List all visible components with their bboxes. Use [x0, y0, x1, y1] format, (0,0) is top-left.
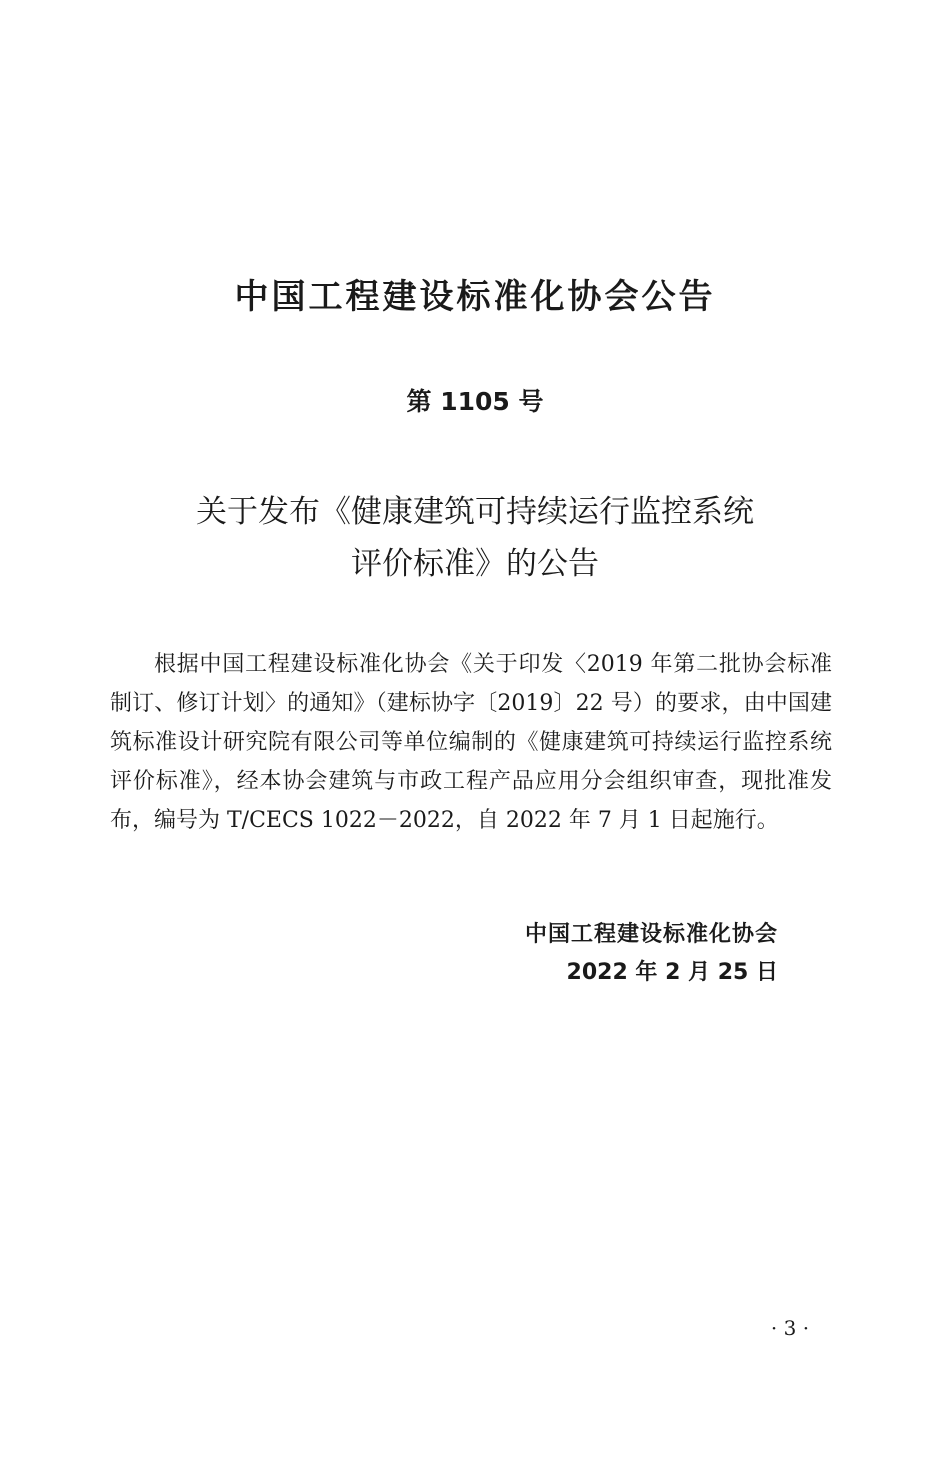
notice-title-line-2: 评价标准》的公告	[351, 546, 599, 582]
issuer-name: 中国工程建设标准化协会	[524, 922, 778, 947]
page-number: · 3 ·	[770, 1316, 810, 1340]
notice-title-line-1: 关于发布《健康建筑可持续运行监控系统	[196, 494, 754, 530]
notice-title	[0, 486, 950, 590]
issue-date: 2022 年 2 月 25 日	[566, 960, 778, 985]
signature-block	[525, 916, 778, 992]
notice-body-paragraph: 根据中国工程建设标准化协会《关于印发〈2019 年第二批协会标准制订、修订计划〉的通知》（建标协字〔2019〕22 号）的要求，由中国建筑标准设计研究院有限公司等单位编制的《健康建筑可持续运行监控系统评价标准》，经本协会建筑与市政工程产品应用分会组织审查，现批准发布，编号为 T/CECS 1022－2022，自 2022 年 7 月 1 日起施行。	[110, 652, 832, 833]
issue-number: 第 1105 号	[406, 387, 544, 416]
organization-title: 中国工程建设标准化协会公告	[234, 277, 716, 317]
